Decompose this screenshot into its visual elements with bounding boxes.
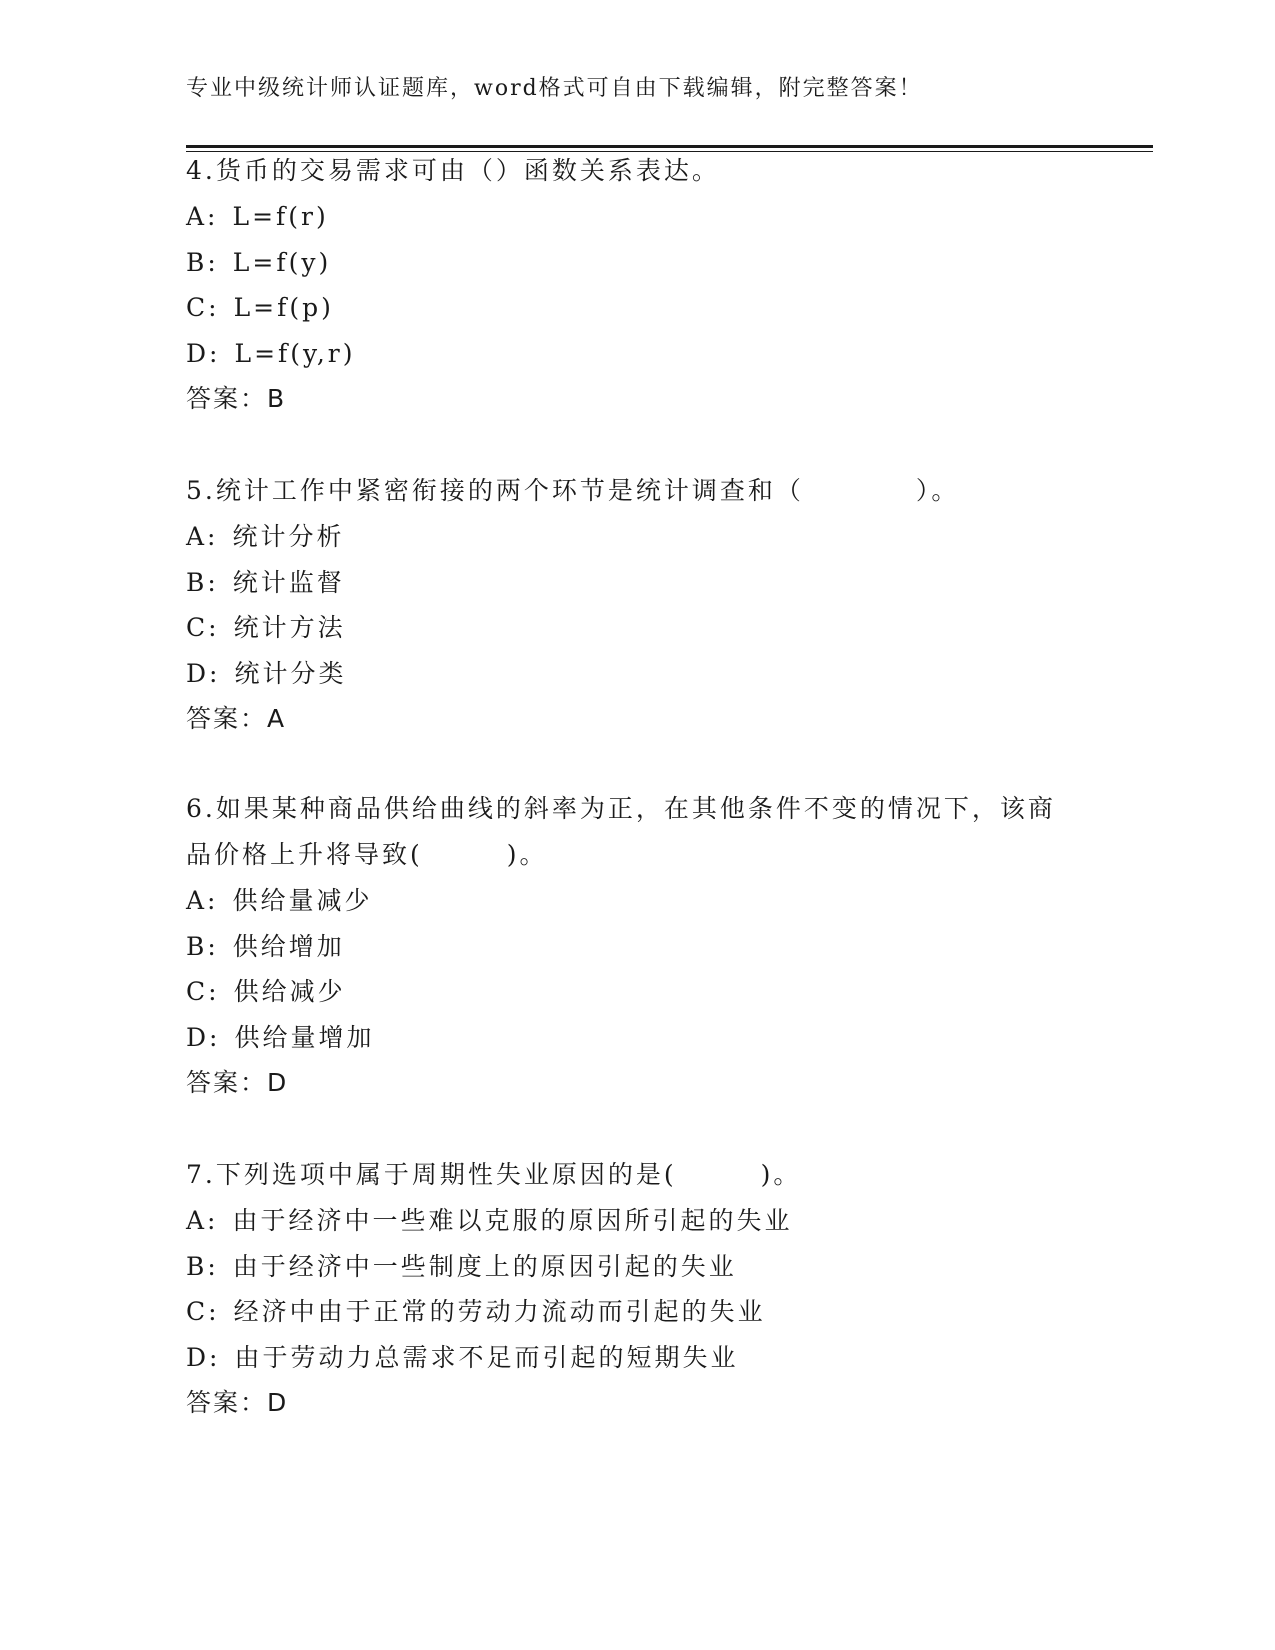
- answer: 答案：A: [186, 704, 287, 733]
- option-b: [186, 1244, 1086, 1290]
- option-a: [186, 878, 1056, 924]
- option-text: 由于经济中一些难以克服的原因所引起的失业: [232, 1206, 793, 1235]
- option-text: 统计分类: [234, 658, 347, 688]
- option-letter: D:: [186, 1022, 221, 1052]
- option-b: [186, 924, 1056, 970]
- option-text: 供给量减少: [232, 886, 373, 915]
- option-c: [186, 285, 1086, 331]
- option-letter: D:: [186, 1342, 221, 1372]
- option-d: [186, 651, 1086, 697]
- page-header: 专业中级统计师认证题库，word格式可自由下载编辑，附完整答案！: [186, 76, 923, 101]
- option-letter: D:: [186, 338, 221, 368]
- option-text: L=f(y): [232, 247, 332, 277]
- option-letter: C:: [186, 293, 220, 322]
- answer: 答案：D: [186, 1388, 289, 1417]
- option-d: [186, 331, 1086, 377]
- option-letter: B:: [186, 567, 219, 597]
- option-letter: B:: [186, 247, 219, 277]
- option-text: 统计分析: [232, 522, 345, 551]
- question-stem: 6.如果某种商品供给曲线的斜率为正，在其他条件不变的情况下，该商品价格上升将导致( )。: [186, 794, 1056, 869]
- option-letter: C:: [186, 977, 220, 1006]
- option-a: [186, 514, 1086, 560]
- answer: 答案：B: [186, 384, 287, 413]
- question-stem: 4.货币的交易需求可由（）函数关系表达。: [186, 156, 720, 185]
- option-letter: B:: [186, 1251, 219, 1281]
- option-c: [186, 1289, 1086, 1335]
- option-text: L=f(r): [232, 202, 329, 231]
- question-stem: 7.下列选项中属于周期性失业原因的是( )。: [186, 1160, 802, 1189]
- option-text: 由于劳动力总需求不足而引起的短期失业: [234, 1342, 739, 1372]
- option-text: 由于经济中一些制度上的原因引起的失业: [232, 1251, 737, 1281]
- option-b: [186, 240, 1086, 286]
- option-letter: D:: [186, 658, 221, 688]
- option-c: [186, 605, 1086, 651]
- option-text: 经济中由于正常的劳动力流动而引起的失业: [233, 1297, 766, 1326]
- question-7: [186, 1152, 1086, 1426]
- option-text: L=f(p): [233, 293, 334, 322]
- question-stem: 5.统计工作中紧密衔接的两个环节是统计调查和（ ）。: [186, 476, 960, 505]
- option-text: 供给增加: [232, 931, 345, 961]
- option-letter: A:: [186, 522, 219, 551]
- answer: 答案：D: [186, 1068, 289, 1097]
- question-6: [186, 786, 1056, 1106]
- option-letter: C:: [186, 613, 220, 642]
- option-letter: B:: [186, 931, 219, 961]
- option-text: 统计监督: [232, 567, 345, 597]
- option-c: [186, 969, 1056, 1015]
- question-5: [186, 468, 1086, 742]
- option-text: 供给量增加: [234, 1022, 375, 1052]
- option-d: [186, 1015, 1056, 1061]
- option-letter: C:: [186, 1297, 220, 1326]
- option-a: [186, 1198, 1086, 1244]
- question-4: [186, 148, 1086, 422]
- option-d: [186, 1335, 1086, 1381]
- option-letter: A:: [186, 202, 219, 231]
- option-a: [186, 194, 1086, 240]
- option-letter: A:: [186, 1206, 219, 1235]
- option-text: 统计方法: [233, 613, 346, 642]
- option-b: [186, 560, 1086, 606]
- option-text: L=f(y,r): [234, 338, 356, 368]
- option-letter: A:: [186, 886, 219, 915]
- option-text: 供给减少: [233, 977, 346, 1006]
